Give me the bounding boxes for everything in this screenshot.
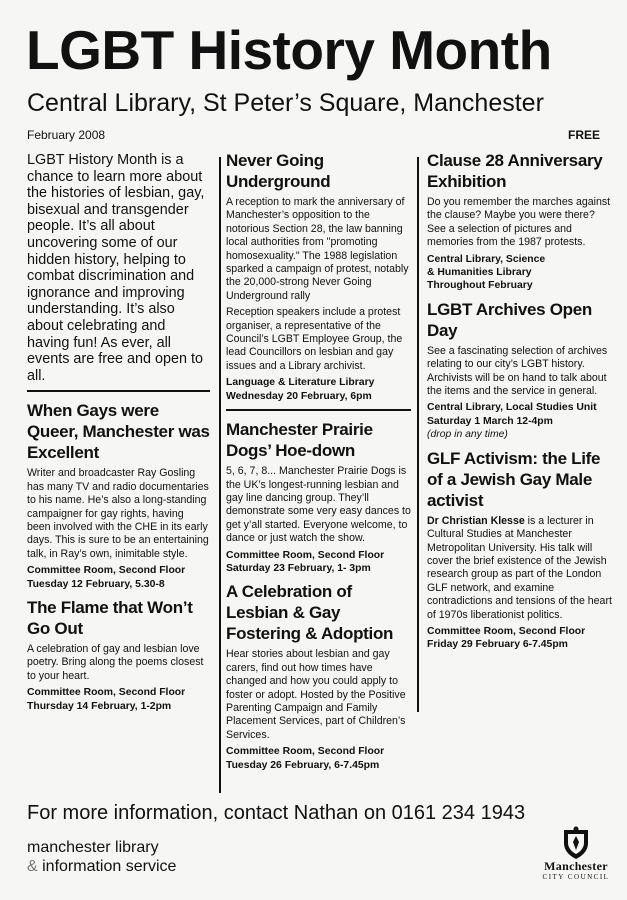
event-venue: Committee Room, Second Floor xyxy=(27,687,186,699)
library-service-text: information service xyxy=(37,858,177,875)
event-venue: Committee Room, Second Floor xyxy=(226,746,385,758)
price-label: FREE xyxy=(567,128,600,142)
column-divider xyxy=(219,157,221,793)
event-queer xyxy=(27,400,210,591)
event-description-text: is a lecturer in Cultural Studies at Manchester Metropolitan University. His talk will cover the brief existence of the Jewish research group as part of the London GLF network, and examine contradictions and tensions of the heart of 1970s liberationist politics. xyxy=(427,514,612,621)
event-details xyxy=(427,625,612,652)
event-time: Thursday 14 February, 1-2pm xyxy=(27,700,172,712)
event-glf xyxy=(427,448,612,652)
event-title: GLF Activism: the Life of a Jewish Gay Male activist xyxy=(427,448,601,510)
library-service-line2 xyxy=(27,857,176,876)
event-venue: Committee Room, Second Floor xyxy=(27,565,186,577)
event-venue: Language & Literature Library xyxy=(226,377,375,389)
event-title: Clause 28 Anniversary Exhibition xyxy=(427,151,603,191)
event-description: A celebration of gay and lesbian love poetry. Bring along the poems closest to your heart. xyxy=(27,642,204,682)
event-description: A reception to mark the anniversary of Manchester’s opposition to the notorious Section 28, the law banning local authorities from "promoting homosexuality." The 1988 legislation sparked a campaign of protest, notably the 20,000-strong Never Going Underground rally xyxy=(226,196,409,302)
divider xyxy=(226,409,411,411)
event-flame xyxy=(27,597,210,713)
event-details xyxy=(27,564,210,591)
event-title: LGBT Archives Open Day xyxy=(427,299,592,340)
event-description: 5, 6, 7, 8... Manchester Prairie Dogs is the UK’s longest-running lesbian and gay line dancing group. They’ll demonstrate some very easy dances to get y’all started. Everyone welcome, to dance or just watch the show. xyxy=(226,465,411,545)
library-service-line1: manchester library xyxy=(27,839,159,856)
event-clause28 xyxy=(427,150,612,293)
event-time: Saturday 1 March 12-4pm xyxy=(427,415,553,427)
event-note: (drop in any time) xyxy=(427,429,508,441)
event-time: Throughout February xyxy=(427,280,533,292)
crest-icon xyxy=(561,826,591,860)
poster-date: February 2008 xyxy=(27,128,106,142)
event-description: Reception speakers include a protest organiser, a representative of the Council’s LGBT Employee Group, the lead Councillors on lesbian and gay issues and a Library archivist. xyxy=(226,306,403,372)
contact-info: For more information, contact Nathan on 0161 234 1943 xyxy=(27,802,526,824)
event-time: Tuesday 26 February, 6-7.45pm xyxy=(226,759,380,771)
event-description: See a fascinating selection of archives relating to our city’s LGBT history. Archivists will be on hand to talk about the items and the service in general. xyxy=(427,344,608,398)
event-venue: Central Library, Local Studies Unit xyxy=(427,402,597,414)
event-time: Friday 29 February 6-7.45pm xyxy=(427,639,568,651)
event-title: Never Going Underground xyxy=(226,151,331,191)
event-fostering xyxy=(226,581,411,772)
event-details xyxy=(226,549,411,576)
event-venue: & Humanities Library xyxy=(427,267,532,279)
council-subtitle: CITY COUNCIL xyxy=(542,873,610,881)
event-details xyxy=(427,401,612,441)
library-service-logo xyxy=(27,838,176,876)
event-description: Hear stories about lesbian and gay carers, find out how times have changed and how you could apply to foster or adopt. Hosted by the Positive Parenting Campaign and Family Placement Services, part of Children’s Services. xyxy=(226,648,406,741)
event-underground xyxy=(226,150,411,403)
event-title: When Gays were Queer, Manchester was Excellent xyxy=(27,401,210,463)
event-details xyxy=(226,745,411,772)
event-venue: Committee Room, Second Floor xyxy=(427,625,586,637)
event-venue: Committee Room, Second Floor xyxy=(226,549,385,561)
event-details xyxy=(427,253,612,293)
event-description: Writer and broadcaster Ray Gosling has many TV and radio documentaries to his name. He’s also a long-standing campaigner for gay rights, having been involved with the CHE in its early days. This is sure to be an entertaining talk, in Ray’s own, inimitable style. xyxy=(27,467,209,560)
council-name: Manchester xyxy=(544,859,608,873)
event-archives xyxy=(427,299,612,442)
column-left xyxy=(27,150,210,775)
poster-subtitle: Central Library, St Peter’s Square, Manchester xyxy=(27,89,544,117)
intro-text: LGBT History Month is a chance to learn more about the histories of lesbian, gay, bisexual and transgender people. It’s all about uncovering some of our hidden history, helping to combat discrimination and ignorance and improving understanding. It’s also about celebrating and having fun! As ever, all events are free and open to all. xyxy=(27,152,205,384)
event-time: Wednesday 20 February, 6pm xyxy=(226,390,372,402)
column-right xyxy=(427,150,612,725)
ampersand: & xyxy=(27,858,38,875)
event-title: Manchester Prairie Dogs’ Hoe-down xyxy=(226,420,373,461)
event-title: A Celebration of Lesbian & Gay Fostering & Adoption xyxy=(226,582,394,644)
event-details xyxy=(226,376,411,403)
event-speaker: Dr Christian Klesse xyxy=(427,514,525,527)
event-time: Tuesday 12 February, 5.30-8 xyxy=(27,578,165,590)
event-details xyxy=(27,686,210,713)
event-description xyxy=(427,515,612,622)
poster-title: LGBT History Month xyxy=(26,19,552,81)
divider xyxy=(27,390,210,392)
event-venue: Central Library, Science xyxy=(427,253,546,265)
council-logo xyxy=(534,826,618,882)
event-time: Saturday 23 February, 1- 3pm xyxy=(226,562,371,574)
event-description: Do you remember the marches against the clause? Maybe you were there? See a selection of pictures and memories from the 1987 protests. xyxy=(427,196,611,249)
event-title: The Flame that Won’t Go Out xyxy=(27,597,193,638)
column-divider xyxy=(417,157,419,712)
column-middle xyxy=(226,150,411,775)
event-prairie xyxy=(226,419,411,575)
